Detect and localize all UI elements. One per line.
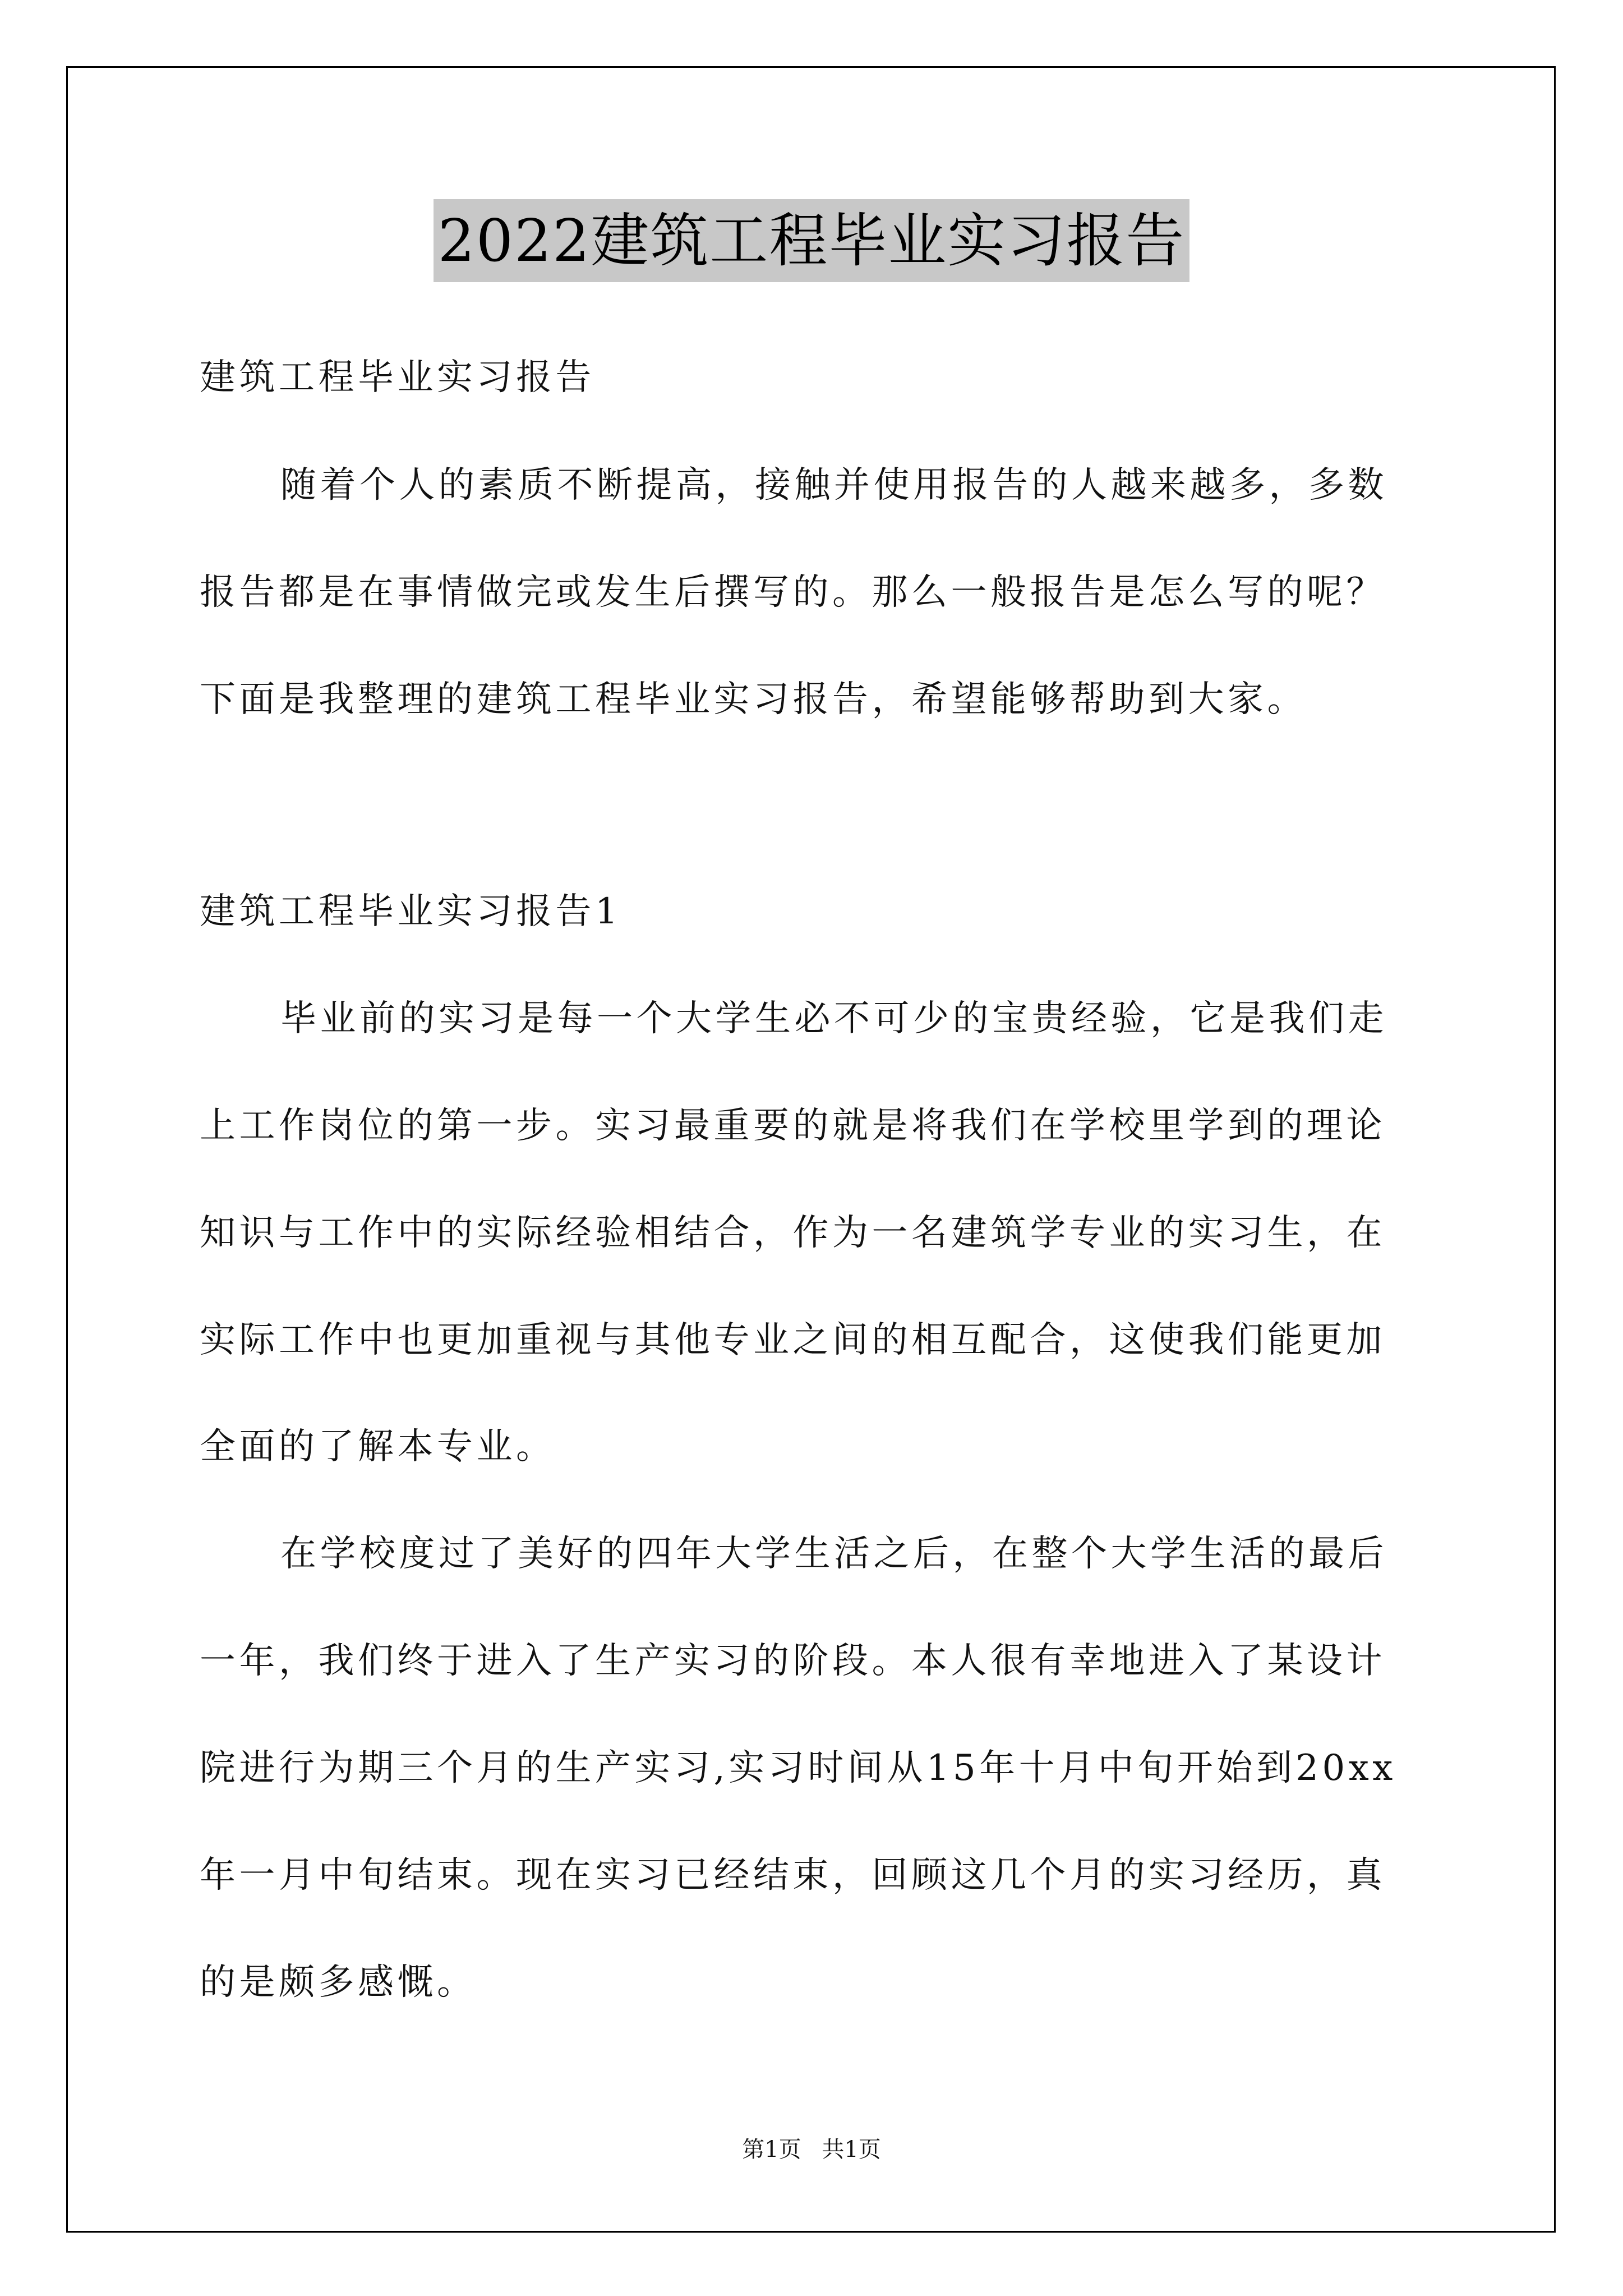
page-footer [0,2132,1623,2164]
paragraph-line: 院进行为期三个月的生产实习,实习时间从15年十月中旬开始到20xx [200,1747,1396,1789]
paragraph-line: 上工作岗位的第一步。实习最重要的就是将我们在学校里学到的理论 [200,1105,1386,1147]
paragraph-line: 在学校度过了美好的四年大学生活之后，在整个大学生活的最后 [280,1533,1387,1575]
intro-line: 报告都是在事情做完或发生后撰写的。那么一般报告是怎么写的呢？ [200,572,1386,613]
paragraph-line: 年一月中旬结束。现在实习已经结束，回顾这几个月的实习经历，真 [200,1855,1386,1896]
paragraph-line: 知识与工作中的实际经验相结合，作为一名建筑学专业的实习生，在 [200,1212,1386,1254]
intro-line: 随着个人的素质不断提高，接触并使用报告的人越来越多，多数 [280,464,1387,506]
title-container [0,199,1623,282]
section-heading: 建筑工程毕业实习报告1 [200,891,622,932]
page-total: 共1页 [822,2137,881,2162]
document-title: 2022建筑工程毕业实习报告 [434,199,1190,282]
intro-line: 下面是我整理的建筑工程毕业实习报告，希望能够帮助到大家。 [200,679,1307,720]
paragraph-line: 实际工作中也更加重视与其他专业之间的相互配合，这使我们能更加 [200,1319,1386,1361]
paragraph-line: 的是颇多感慨。 [200,1962,477,2003]
paragraph-line: 全面的了解本专业。 [200,1426,556,1467]
document-subtitle: 建筑工程毕业实习报告 [200,357,595,398]
paragraph-line: 一年，我们终于进入了生产实习的阶段。本人很有幸地进入了某设计 [200,1640,1386,1682]
page-number: 第1页 [742,2137,801,2162]
paragraph-line: 毕业前的实习是每一个大学生必不可少的宝贵经验，它是我们走 [280,998,1387,1039]
